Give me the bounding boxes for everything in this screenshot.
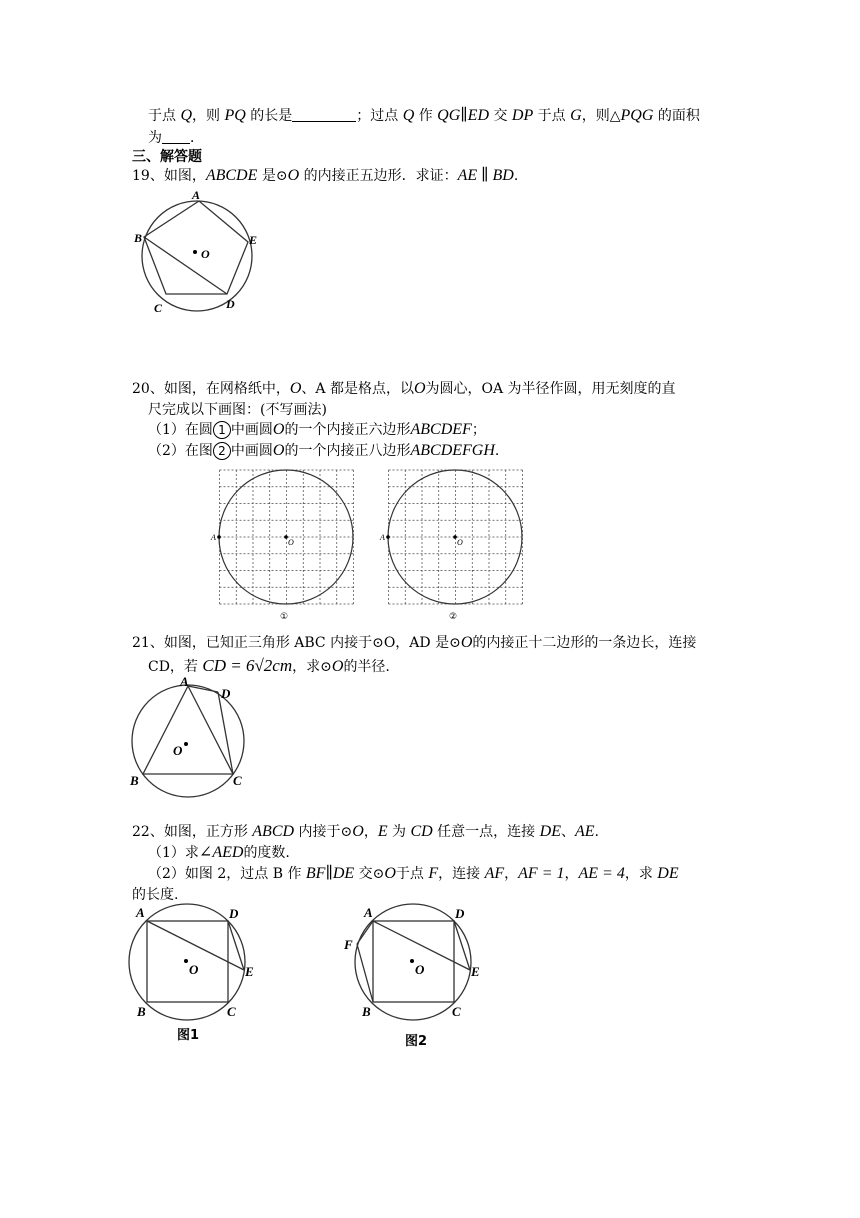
q19-label-d: D bbox=[226, 297, 235, 311]
q21-label-b: B bbox=[130, 773, 139, 788]
q22-fig2-label-a: A bbox=[364, 905, 373, 920]
q22-segment-af-2 bbox=[357, 921, 373, 944]
q22-caption-1: 图1 bbox=[177, 1028, 200, 1043]
q22-part2-line1: （2）如图 2，过点 B 作 BF∥DE 交⊙O于点 F，连接 AF，AF = 1，AE = 4，求 DE bbox=[148, 865, 679, 882]
q21-label-a: A bbox=[180, 674, 189, 689]
q19-label-b: B bbox=[134, 231, 143, 245]
section-title: 三、解答题 bbox=[132, 149, 202, 165]
q22-fig1-label-b: B bbox=[137, 1004, 146, 1019]
q21-label-o: O bbox=[173, 743, 183, 758]
q20-caption-1: ① bbox=[280, 612, 289, 622]
q22-segment-bf-2 bbox=[357, 944, 373, 1002]
q22-fig1-label-e: E bbox=[245, 964, 254, 979]
q22-part2-line2: 的长度. bbox=[132, 887, 179, 903]
q22-center-dot-2 bbox=[410, 959, 414, 963]
q18-tail-line1: 于点 Q，则 PQ 的长是 ；过点 Q 作 QG∥ED 交 DP 于点 G，则△PQG 的面积 bbox=[148, 107, 700, 124]
q22-fig2-label-e: E bbox=[471, 964, 480, 979]
q21-label-d: D bbox=[221, 686, 231, 701]
q18-tail-line2: 为 ． bbox=[148, 130, 204, 146]
q22-fig2-label-d: D bbox=[455, 906, 465, 921]
q22-part1: （1）求∠AED的度数. bbox=[148, 844, 290, 861]
q19-label-c: C bbox=[154, 301, 163, 315]
q22-fig1-label-c: C bbox=[227, 1004, 236, 1019]
q20-part2: （2）在图 2 中画圆O的一个内接正八边形ABCDEFGH. bbox=[148, 442, 500, 459]
q19-label-o: O bbox=[201, 247, 210, 261]
q22-fig2-label-f: F bbox=[344, 937, 353, 952]
q22-fig2-label-b: B bbox=[362, 1004, 371, 1019]
q20-label-a-1: A bbox=[211, 533, 216, 542]
q21-label-c: C bbox=[233, 773, 242, 788]
q21-stem-line1: 21、如图，已知正三角形 ABC 内接于⊙O，AD 是⊙O的内接正十二边形的一条边长，连接 bbox=[132, 634, 697, 651]
q22-stem: 22、如图，正方形 ABCD 内接于⊙O，E 为 CD 任意一点，连接 DE、AE. bbox=[132, 823, 599, 840]
q22-fig1-label-d: D bbox=[229, 906, 239, 921]
q22-caption-2: 图2 bbox=[405, 1034, 428, 1049]
q20-stem-line2: 尺完成以下画图：(不写画法) bbox=[148, 402, 327, 418]
q22-fig1-label-o: O bbox=[189, 962, 199, 977]
q20-label-o-2: O bbox=[457, 538, 463, 547]
q20-part1: （1）在圆 1 中画圆O的一个内接正六边形ABCDEF； bbox=[148, 421, 486, 438]
q20-label-o-1: O bbox=[288, 538, 294, 547]
q22-fig2-label-o: O bbox=[415, 962, 425, 977]
q20-label-a-2: A bbox=[380, 533, 385, 542]
q20-caption-2: ② bbox=[449, 612, 458, 622]
q21-stem-line2: CD，若 CD = 6√2cm，求⊙O的半径. bbox=[148, 656, 390, 675]
q19-label-a: A bbox=[192, 188, 201, 202]
q22-fig2-label-c: C bbox=[452, 1004, 461, 1019]
q19-label-e: E bbox=[249, 233, 258, 247]
q22-fig1-label-a: A bbox=[136, 905, 145, 920]
q20-stem-line1: 20、如图，在网格纸中，O、A 都是格点，以O为圆心，OA 为半径作圆，用无刻度的直 bbox=[132, 380, 676, 397]
q19-stem: 19、如图，ABCDE 是⊙O 的内接正五边形．求证：AE ∥ BD. bbox=[132, 167, 519, 184]
